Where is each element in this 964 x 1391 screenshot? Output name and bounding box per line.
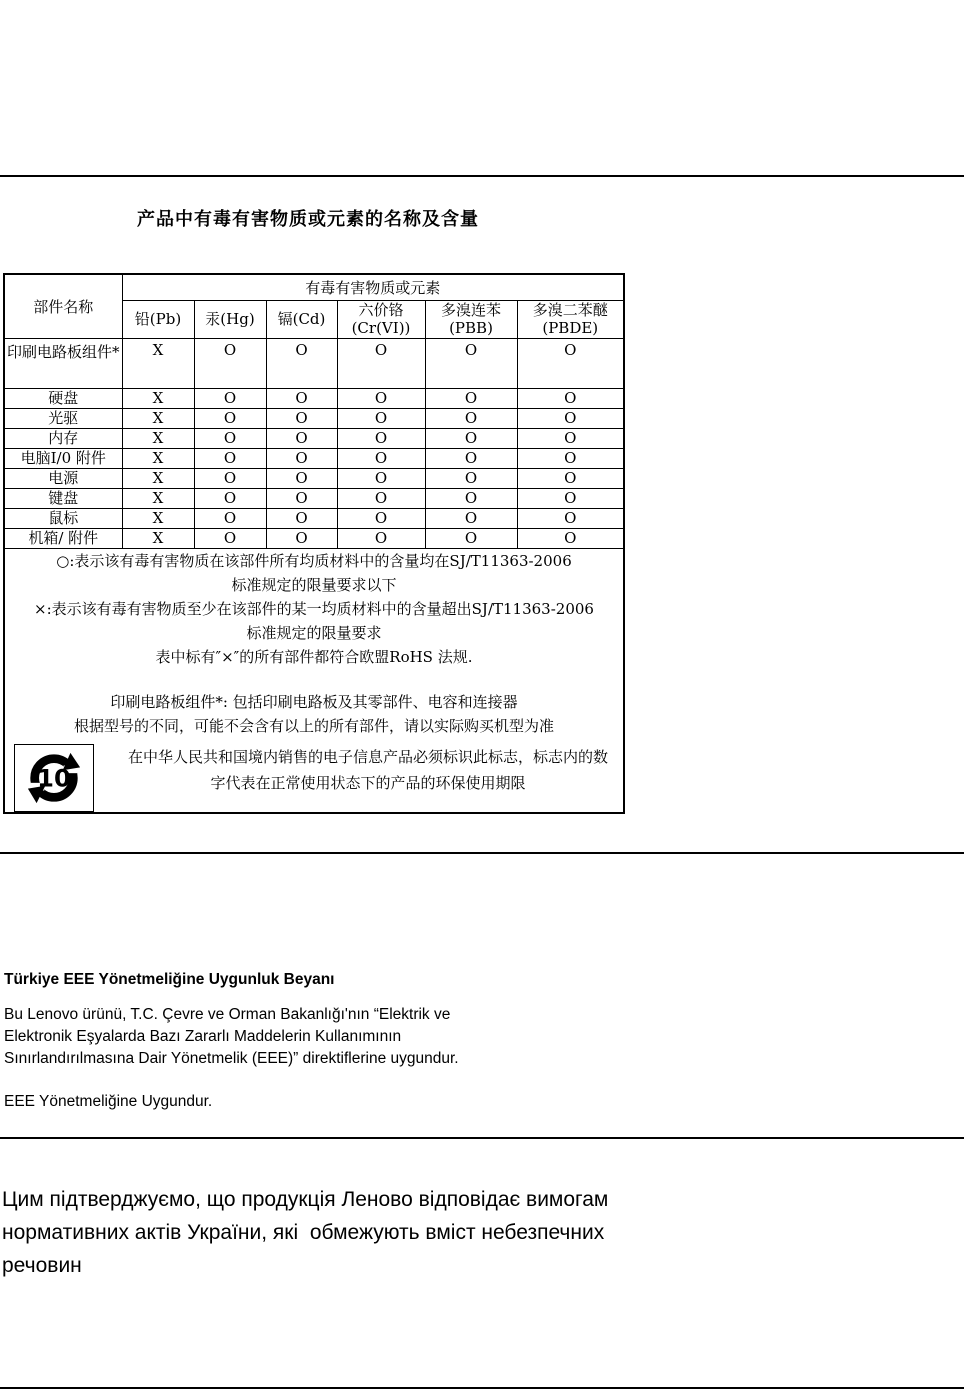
substance-value-cell: X bbox=[122, 408, 194, 428]
substance-value-cell: O bbox=[337, 338, 425, 388]
substance-value-cell: O bbox=[266, 408, 337, 428]
table-notes-row bbox=[4, 548, 624, 813]
ukraine-statement-line: речовин bbox=[2, 1254, 82, 1277]
turkey-eee-heading: Türkiye EEE Yönetmeliğine Uygunluk Beyanı bbox=[4, 971, 335, 988]
substance-name: 镉(Cd) bbox=[277, 310, 326, 328]
epup-logo-box bbox=[14, 744, 94, 812]
substance-value-cell: O bbox=[337, 388, 425, 408]
substance-name: 汞(Hg) bbox=[205, 310, 255, 328]
horizontal-rule-bottom bbox=[0, 1387, 964, 1389]
note-spacer bbox=[5, 669, 623, 690]
component-name-cell: 机箱/ 附件 bbox=[4, 528, 122, 548]
substance-value-cell: O bbox=[266, 528, 337, 548]
substance-value-cell: O bbox=[194, 528, 266, 548]
component-name-cell: 鼠标 bbox=[4, 508, 122, 528]
substance-header-cell bbox=[517, 300, 624, 338]
epup-logo-10-icon bbox=[22, 749, 86, 807]
substance-name: 六价铬 bbox=[358, 301, 404, 319]
substance-value-cell: O bbox=[425, 468, 517, 488]
component-name-cell: 电源 bbox=[4, 468, 122, 488]
substance-value-cell: O bbox=[337, 488, 425, 508]
substance-value-cell: X bbox=[122, 488, 194, 508]
ukraine-statement-line: Цим підтверджуємо, що продукція Леново відповідає вимогам bbox=[2, 1188, 609, 1211]
substance-value-cell: O bbox=[425, 508, 517, 528]
component-name-cell: 光驱 bbox=[4, 408, 122, 428]
substance-value-cell: X bbox=[122, 338, 194, 388]
component-row bbox=[4, 508, 624, 528]
substance-name: 多溴二苯醚 bbox=[532, 301, 608, 319]
substance-header-cell bbox=[122, 300, 194, 338]
epup-statement: 在中华人民共和国境内销售的电子信息产品必须标识此标志，标志内的数字代表在正常使用状态下的产品的环保使用期限 bbox=[127, 747, 608, 792]
svg-text:10: 10 bbox=[37, 764, 71, 793]
substance-value-cell: O bbox=[194, 408, 266, 428]
turkey-eee-paragraph-line: Sınırlandırılmasına Dair Yönetmelik (EEE)” direktiflerine uygundur. bbox=[4, 1050, 459, 1067]
substance-value-cell: O bbox=[425, 488, 517, 508]
substance-value-cell: O bbox=[337, 468, 425, 488]
table-notes-cell bbox=[4, 548, 624, 813]
turkey-eee-paragraph bbox=[4, 1004, 459, 1070]
component-name-cell: 电脑I/0 附件 bbox=[4, 448, 122, 468]
substance-value-cell: X bbox=[122, 508, 194, 528]
substance-value-cell: O bbox=[194, 338, 266, 388]
component-row bbox=[4, 408, 624, 428]
substance-name: 铅(Pb) bbox=[134, 310, 182, 328]
substance-value-cell: O bbox=[266, 388, 337, 408]
substance-value-cell: X bbox=[122, 428, 194, 448]
component-row bbox=[4, 468, 624, 488]
turkey-eee-paragraph-line: Bu Lenovo ürünü, T.C. Çevre ve Orman Bakanlığı'nın “Elektrik ve bbox=[4, 1006, 451, 1023]
substance-value-cell: O bbox=[425, 408, 517, 428]
substance-value-cell: O bbox=[517, 448, 624, 468]
substance-value-cell: X bbox=[122, 528, 194, 548]
substance-value-cell: O bbox=[517, 528, 624, 548]
substance-formula: (PBDE) bbox=[542, 319, 599, 337]
component-row bbox=[4, 488, 624, 508]
legend-note-line: 表中标有″×″的所有部件都符合欧盟RoHS 法规. bbox=[155, 647, 473, 666]
turkey-eee-footer: EEE Yönetmeliğine Uygundur. bbox=[4, 1093, 213, 1110]
legend-note-line: 标准规定的限量要求 bbox=[246, 623, 382, 642]
table-header-row-group bbox=[4, 274, 624, 300]
component-name-cell: 键盘 bbox=[4, 488, 122, 508]
substance-header-cell bbox=[337, 300, 425, 338]
component-name-cell: 印刷电路板组件* bbox=[4, 338, 122, 388]
rohs-title: 产品中有毒有害物质或元素的名称及含量 bbox=[137, 209, 479, 230]
substance-value-cell: O bbox=[337, 528, 425, 548]
substance-value-cell: O bbox=[517, 338, 624, 388]
substance-value-cell: O bbox=[517, 468, 624, 488]
substance-value-cell: O bbox=[337, 448, 425, 468]
substance-value-cell: O bbox=[517, 388, 624, 408]
substance-value-cell: O bbox=[425, 338, 517, 388]
ukraine-statement-line: нормативних актів України, які обмежують вміст небезпечних bbox=[2, 1221, 605, 1244]
substance-value-cell: O bbox=[194, 488, 266, 508]
substance-value-cell: O bbox=[517, 508, 624, 528]
component-name-cell: 硬盘 bbox=[4, 388, 122, 408]
substance-value-cell: O bbox=[337, 408, 425, 428]
substance-value-cell: O bbox=[194, 428, 266, 448]
substance-value-cell: O bbox=[266, 448, 337, 468]
component-row bbox=[4, 428, 624, 448]
substance-formula: (PBB) bbox=[449, 319, 493, 337]
substance-value-cell: O bbox=[425, 428, 517, 448]
component-row bbox=[4, 388, 624, 408]
substance-value-cell: O bbox=[517, 428, 624, 448]
substance-value-cell: O bbox=[266, 508, 337, 528]
rohs-table bbox=[3, 273, 625, 814]
component-row bbox=[4, 338, 624, 388]
horizontal-rule-2 bbox=[0, 852, 964, 854]
substance-value-cell: O bbox=[425, 388, 517, 408]
horizontal-rule-3 bbox=[0, 1137, 964, 1139]
substance-value-cell: O bbox=[266, 428, 337, 448]
substance-value-cell: O bbox=[337, 428, 425, 448]
substance-value-cell: O bbox=[425, 448, 517, 468]
horizontal-rule-top bbox=[0, 175, 964, 177]
substance-header-cell bbox=[266, 300, 337, 338]
substance-formula: (Cr(VI)) bbox=[351, 319, 411, 337]
substance-value-cell: O bbox=[194, 388, 266, 408]
corner-header-cell: 部件名称 bbox=[4, 274, 122, 338]
epup-row bbox=[5, 744, 623, 812]
component-row bbox=[4, 528, 624, 548]
substance-header-cell bbox=[194, 300, 266, 338]
substances-group-header: 有毒有害物质或元素 bbox=[122, 274, 624, 300]
substance-value-cell: O bbox=[194, 508, 266, 528]
pcb-note-line: 印刷电路板组件*: 包括印刷电路板及其零部件、电容和连接器 bbox=[110, 692, 518, 711]
substance-value-cell: O bbox=[266, 488, 337, 508]
legend-note-line: 标准规定的限量要求以下 bbox=[231, 575, 397, 594]
substance-value-cell: O bbox=[194, 468, 266, 488]
substance-value-cell: O bbox=[266, 338, 337, 388]
substance-value-cell: O bbox=[517, 488, 624, 508]
substance-name: 多溴连苯 bbox=[440, 301, 501, 319]
substance-value-cell: O bbox=[517, 408, 624, 428]
component-row bbox=[4, 448, 624, 468]
substance-value-cell: O bbox=[194, 448, 266, 468]
ukraine-statement bbox=[2, 1183, 608, 1282]
legend-note-line: ×:表示该有毒有害物质至少在该部件的某一均质材料中的含量超出SJ/T11363-2006 bbox=[34, 599, 594, 618]
pcb-note-line: 根据型号的不同，可能不会含有以上的所有部件，请以实际购买机型为准 bbox=[74, 716, 555, 735]
substance-value-cell: X bbox=[122, 448, 194, 468]
legend-note-line: ○:表示该有毒有害物质在该部件所有均质材料中的含量均在SJ/T11363-2006 bbox=[56, 551, 572, 570]
substance-header-cell bbox=[425, 300, 517, 338]
turkey-eee-paragraph-line: Elektronik Eşyalarda Bazı Zararlı Maddelerin Kullanımının bbox=[4, 1028, 402, 1045]
substance-value-cell: X bbox=[122, 388, 194, 408]
substance-value-cell: O bbox=[425, 528, 517, 548]
substance-value-cell: O bbox=[337, 508, 425, 528]
component-name-cell: 内存 bbox=[4, 428, 122, 448]
substance-value-cell: X bbox=[122, 468, 194, 488]
substance-value-cell: O bbox=[266, 468, 337, 488]
